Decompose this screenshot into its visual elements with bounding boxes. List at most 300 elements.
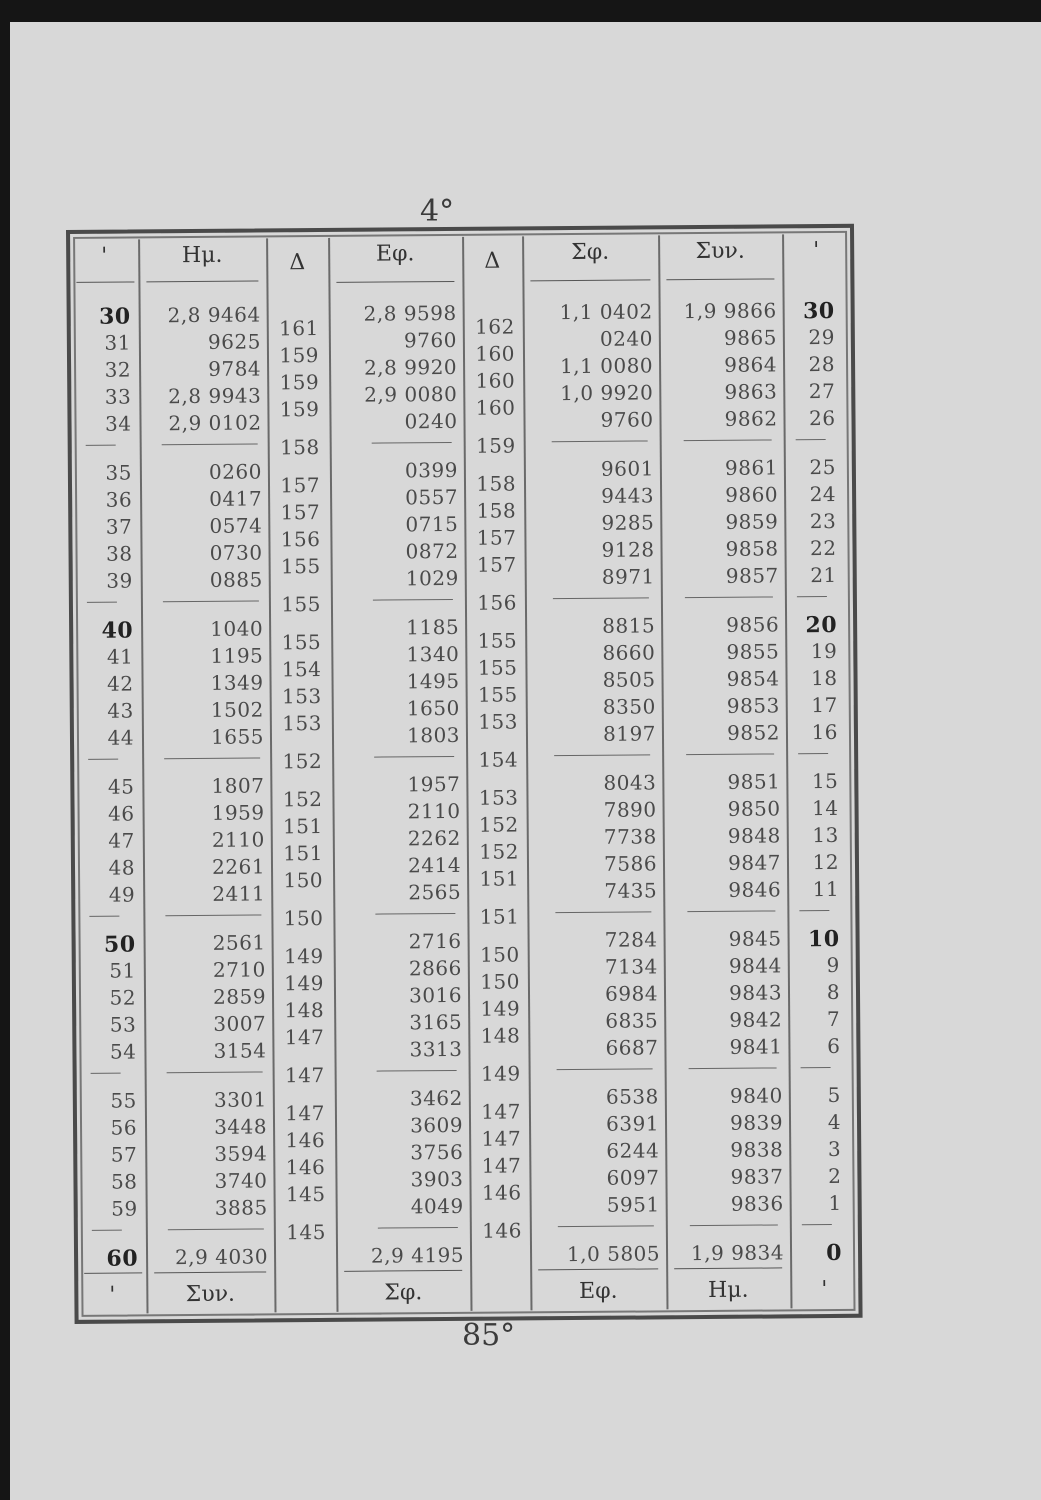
group-separator <box>553 597 649 599</box>
footer-cotangent: Σφ. <box>384 1280 423 1306</box>
cosine-value: 9844 <box>728 953 782 978</box>
cosine-value: 9863 <box>724 379 778 404</box>
sine-value: 3007 <box>213 1011 267 1036</box>
tangent-value: 3903 <box>410 1166 464 1192</box>
cotangent-value: 7435 <box>604 878 658 903</box>
header-minutes-left: ' <box>101 243 108 269</box>
sine-delta: 149 <box>283 943 324 969</box>
cosine-value: 9861 <box>724 455 778 480</box>
tangent-delta: 149 <box>480 996 521 1021</box>
tangent-delta: 146 <box>481 1180 522 1205</box>
tangent-delta: 146 <box>482 1218 522 1243</box>
group-separator <box>801 1067 831 1068</box>
minute-left: 32 <box>104 357 132 382</box>
sine-delta: 155 <box>281 592 322 617</box>
sine-value: 2,9 4030 <box>174 1244 269 1270</box>
cotangent-value: 8971 <box>601 564 655 589</box>
tangent-value: 1650 <box>406 695 460 721</box>
group-separator <box>802 1224 832 1225</box>
sine-value: 0574 <box>209 513 263 538</box>
tangent-delta: 160 <box>475 395 516 420</box>
group-separator <box>163 600 259 602</box>
minute-left: 55 <box>110 1088 137 1113</box>
minute-right: 13 <box>812 822 839 848</box>
minute-right: 11 <box>812 876 840 902</box>
sine-delta: 146 <box>285 1127 326 1153</box>
minute-left: 40 <box>101 617 134 644</box>
cotangent-value: 6835 <box>605 1008 659 1033</box>
sine-delta: 161 <box>278 316 319 341</box>
sine-delta: 152 <box>282 749 323 774</box>
tangent-delta: 158 <box>476 498 517 523</box>
group-separator <box>557 1068 653 1070</box>
minute-left: 53 <box>109 1012 137 1037</box>
minute-left: 41 <box>106 644 134 669</box>
group-separator <box>690 1224 778 1226</box>
sine-value: 2411 <box>212 881 266 906</box>
minute-left: 49 <box>108 882 136 907</box>
sine-delta: 157 <box>280 500 321 525</box>
sine-value: 1655 <box>210 724 265 749</box>
tangent-delta: 147 <box>481 1126 522 1151</box>
sine-value: 1502 <box>210 697 264 722</box>
cosine-value: 9843 <box>729 980 783 1005</box>
group-separator <box>372 442 452 444</box>
log-trig-table <box>66 224 863 1324</box>
group-separator <box>552 440 648 442</box>
cotangent-value: 6097 <box>606 1165 660 1190</box>
minute-right: 30 <box>802 297 835 325</box>
group-separator <box>92 1230 122 1231</box>
sine-value: 3301 <box>213 1087 267 1112</box>
tangent-value: 3313 <box>409 1036 463 1062</box>
group-separator <box>554 754 650 756</box>
minute-left: 51 <box>109 958 136 983</box>
cosine-value: 9860 <box>725 482 779 507</box>
tangent-value: 1957 <box>407 771 461 797</box>
tangent-delta: 156 <box>477 590 518 615</box>
sine-value: 2,9 0102 <box>168 410 262 436</box>
group-separator <box>797 596 827 597</box>
tangent-delta: 154 <box>478 747 519 772</box>
footer-cosine: Συν. <box>185 1281 236 1308</box>
cosine-value: 9864 <box>724 352 778 377</box>
tangent-value: 3609 <box>410 1112 464 1138</box>
cosine-value: 9852 <box>726 720 781 745</box>
sine-value: 0260 <box>208 459 262 484</box>
tangent-value: 1495 <box>406 668 460 694</box>
header-delta-tangent: Δ <box>484 248 501 274</box>
group-separator <box>378 1227 458 1229</box>
sine-value: 3154 <box>213 1038 267 1063</box>
group-separator <box>687 910 775 912</box>
group-separator <box>689 1067 777 1069</box>
cosine-value: 9862 <box>724 406 778 431</box>
cosine-value: 9856 <box>726 612 780 637</box>
tangent-delta: 155 <box>477 655 518 680</box>
tangent-delta: 150 <box>479 942 520 967</box>
minute-right: 10 <box>807 925 840 953</box>
tangent-delta: 148 <box>480 1023 521 1048</box>
footer-rule <box>344 1270 462 1272</box>
tangent-value: 3165 <box>409 1009 463 1035</box>
tangent-value: 1185 <box>406 614 460 640</box>
sine-delta: 151 <box>282 814 323 839</box>
header-rule <box>76 281 134 282</box>
footer-sine: Ημ. <box>708 1277 749 1303</box>
minute-right: 17 <box>811 692 838 718</box>
minute-left: 36 <box>105 487 133 512</box>
group-separator <box>374 756 454 758</box>
cosine-value: 9840 <box>729 1083 783 1108</box>
sine-value: 2710 <box>212 957 266 982</box>
tangent-delta: 151 <box>479 866 520 891</box>
sine-delta: 152 <box>282 787 323 812</box>
minute-left: 35 <box>105 460 133 485</box>
cotangent-value: 6391 <box>606 1111 660 1136</box>
minute-right: 4 <box>827 1109 842 1135</box>
group-separator <box>799 910 829 911</box>
sine-delta: 153 <box>281 684 322 709</box>
sine-value: 0885 <box>209 567 263 592</box>
sine-value: 2261 <box>212 854 266 879</box>
minute-left: 57 <box>110 1142 138 1167</box>
sine-delta: 145 <box>286 1219 326 1245</box>
tangent-delta: 155 <box>477 682 518 707</box>
group-separator <box>684 439 772 441</box>
header-sine: Ημ. <box>181 242 223 269</box>
header-minutes-right: ' <box>813 238 820 264</box>
header-rule <box>666 278 774 280</box>
group-separator <box>375 913 455 915</box>
minute-right: 7 <box>826 1006 841 1032</box>
sine-value: 0730 <box>209 540 263 565</box>
minute-right: 20 <box>805 611 838 639</box>
minute-left: 47 <box>108 828 135 853</box>
sine-delta: 151 <box>283 841 323 866</box>
tangent-delta: 151 <box>479 904 520 929</box>
cosine-value: 1,9 9834 <box>690 1240 785 1266</box>
minute-right: 29 <box>808 324 835 350</box>
minute-left: 58 <box>110 1169 138 1194</box>
minute-right: 26 <box>808 405 836 431</box>
footer-minutes-right: ' <box>821 1277 828 1303</box>
tangent-delta: 160 <box>475 368 516 393</box>
cotangent-value: 1,1 0080 <box>559 353 654 379</box>
group-separator <box>686 753 774 755</box>
sine-delta: 153 <box>282 711 322 736</box>
tangent-delta: 147 <box>481 1099 522 1124</box>
cotangent-value: 9760 <box>600 407 654 432</box>
group-separator <box>88 759 118 760</box>
tangent-value: 2565 <box>408 879 462 905</box>
sine-delta: 158 <box>279 435 320 460</box>
tangent-value: 1340 <box>406 641 460 667</box>
minute-right: 1 <box>828 1190 842 1216</box>
cosine-value: 9846 <box>728 877 782 902</box>
sine-delta: 145 <box>285 1181 326 1207</box>
tangent-value: 0715 <box>405 511 459 537</box>
group-separator <box>89 916 119 917</box>
group-separator <box>167 1071 263 1073</box>
tangent-delta: 160 <box>475 341 516 366</box>
footer-rule <box>674 1267 782 1269</box>
cosine-value: 9841 <box>729 1034 783 1059</box>
minute-left: 42 <box>107 671 134 696</box>
tangent-delta: 155 <box>477 628 518 653</box>
sine-delta: 147 <box>284 1062 325 1088</box>
sine-delta: 159 <box>279 343 320 368</box>
cotangent-value: 6538 <box>605 1084 659 1109</box>
sine-value: 1959 <box>211 800 265 825</box>
sine-value: 0417 <box>209 486 263 511</box>
sine-delta: 150 <box>283 905 324 931</box>
cotangent-value: 8505 <box>602 667 656 692</box>
header-delta-sine: Δ <box>289 250 306 276</box>
tangent-delta: 157 <box>476 525 517 550</box>
cosine-value: 9836 <box>730 1191 784 1216</box>
sine-delta: 157 <box>280 473 321 498</box>
cosine-value: 9858 <box>725 536 779 561</box>
cotangent-value: 9285 <box>601 510 655 535</box>
tangent-delta: 157 <box>476 552 517 577</box>
group-separator <box>796 439 826 440</box>
tangent-value: 0240 <box>404 408 458 434</box>
tangent-value: 3016 <box>409 982 463 1008</box>
minute-right: 27 <box>808 378 836 404</box>
cosine-value: 9851 <box>727 769 781 794</box>
group-separator <box>86 445 116 446</box>
group-separator <box>168 1228 264 1230</box>
minute-right: 8 <box>826 979 841 1005</box>
minute-left: 59 <box>111 1196 138 1221</box>
cosine-value: 9859 <box>725 509 779 534</box>
sine-value: 9784 <box>208 356 262 381</box>
cotangent-value: 9601 <box>600 456 654 481</box>
sine-value: 3594 <box>214 1141 268 1166</box>
cotangent-value: 8043 <box>603 770 657 795</box>
sine-delta: 156 <box>280 527 321 552</box>
header-cosine: Συν. <box>695 238 745 265</box>
minute-left: 50 <box>103 931 136 958</box>
minute-right: 21 <box>810 562 837 588</box>
sine-value: 1195 <box>210 643 264 668</box>
minute-left: 30 <box>98 303 131 330</box>
sine-value: 1807 <box>211 773 265 798</box>
minute-right: 6 <box>827 1033 841 1059</box>
minute-right: 9 <box>826 952 840 978</box>
cotangent-value: 8660 <box>602 640 656 665</box>
footer-rule <box>154 1271 266 1273</box>
sine-delta: 155 <box>280 554 321 579</box>
minute-left: 39 <box>106 568 133 593</box>
sine-value: 3740 <box>214 1168 268 1193</box>
tangent-delta: 149 <box>480 1061 521 1086</box>
header-rule <box>530 279 650 281</box>
minute-right: 0 <box>826 1239 843 1267</box>
group-separator <box>165 914 261 916</box>
minute-right: 14 <box>812 795 839 821</box>
header-cotangent: Σφ. <box>571 239 610 266</box>
cosine-value: 9855 <box>726 639 780 664</box>
sine-delta: 154 <box>281 657 322 682</box>
group-separator <box>555 911 651 913</box>
group-separator <box>377 1070 457 1072</box>
sine-value: 1349 <box>210 670 264 695</box>
sine-value: 2859 <box>213 984 267 1009</box>
minute-left: 56 <box>110 1115 138 1140</box>
cotangent-value: 7134 <box>604 954 658 979</box>
footer-minutes-left: ' <box>109 1282 116 1308</box>
minute-left: 37 <box>105 514 133 539</box>
cotangent-value: 5951 <box>606 1192 660 1217</box>
cotangent-value: 7284 <box>604 927 658 952</box>
cosine-value: 9842 <box>729 1007 783 1032</box>
tangent-delta: 152 <box>478 812 519 837</box>
minute-left: 54 <box>109 1039 137 1064</box>
sine-delta: 147 <box>284 1024 325 1050</box>
minute-left: 46 <box>108 801 135 826</box>
tangent-delta: 147 <box>481 1153 522 1178</box>
sine-value: 2561 <box>212 930 266 955</box>
footer-rule <box>84 1272 142 1273</box>
tangent-value: 0557 <box>405 484 459 510</box>
cosine-value: 9853 <box>726 693 780 718</box>
minute-left: 44 <box>107 725 135 750</box>
cotangent-value: 9443 <box>601 483 655 508</box>
tangent-delta: 159 <box>475 433 516 458</box>
cosine-value: 9865 <box>723 325 777 350</box>
tangent-value: 2,8 9598 <box>363 300 457 326</box>
tangent-value: 2866 <box>408 955 462 981</box>
cosine-value: 9839 <box>730 1110 784 1135</box>
minute-left: 52 <box>109 985 137 1010</box>
tangent-value: 2,9 4195 <box>370 1242 465 1268</box>
tangent-delta: 153 <box>478 785 519 810</box>
sine-value: 1040 <box>210 616 264 641</box>
cotangent-value: 8197 <box>602 721 657 746</box>
sine-value: 9625 <box>207 329 261 354</box>
minute-left: 43 <box>107 698 134 723</box>
minute-right: 18 <box>810 665 838 691</box>
minute-right: 12 <box>812 849 840 875</box>
cotangent-value: 1,0 5805 <box>566 1241 661 1267</box>
cotangent-value: 6687 <box>605 1035 659 1060</box>
cotangent-value: 1,1 0402 <box>559 299 653 325</box>
cotangent-value: 7890 <box>603 797 657 822</box>
cotangent-value: 1,0 9920 <box>560 380 654 406</box>
cosine-value: 9857 <box>725 563 779 588</box>
cotangent-value: 9128 <box>601 537 655 562</box>
cosine-value: 9847 <box>727 850 782 875</box>
minute-left: 45 <box>107 774 135 799</box>
minute-left: 48 <box>108 855 136 880</box>
cotangent-value: 6244 <box>606 1138 660 1163</box>
sine-delta: 150 <box>283 868 324 893</box>
minute-right: 22 <box>809 535 837 561</box>
cotangent-value: 8815 <box>602 613 656 638</box>
sine-delta: 146 <box>285 1154 326 1180</box>
footer-rule <box>538 1268 658 1270</box>
cotangent-value: 6984 <box>605 981 659 1006</box>
footer-tangent: Εφ. <box>579 1278 618 1305</box>
header-rule <box>336 281 454 283</box>
tangent-value: 2716 <box>408 928 462 954</box>
group-separator <box>558 1225 654 1227</box>
minute-right: 24 <box>809 481 837 507</box>
sine-delta: 155 <box>281 630 322 655</box>
tangent-value: 2110 <box>407 798 461 824</box>
minute-left: 38 <box>105 541 133 566</box>
tangent-value: 1803 <box>406 722 461 748</box>
minute-left: 33 <box>104 384 132 409</box>
header-tangent: Εφ. <box>375 241 415 267</box>
header-rule <box>146 280 258 282</box>
tangent-value: 2262 <box>407 825 461 851</box>
tangent-value: 2414 <box>407 852 462 878</box>
minute-left: 34 <box>104 411 132 436</box>
group-separator <box>798 753 828 754</box>
minute-right: 2 <box>828 1163 842 1189</box>
minute-right: 23 <box>809 508 837 534</box>
sine-delta: 148 <box>284 997 325 1023</box>
tangent-value: 9760 <box>403 327 457 353</box>
cotangent-value: 7586 <box>603 851 658 876</box>
sine-value: 3448 <box>214 1114 268 1139</box>
minute-right: 19 <box>810 638 838 664</box>
tangent-delta: 158 <box>476 471 517 496</box>
sine-value: 2110 <box>211 827 265 852</box>
tangent-value: 4049 <box>410 1193 464 1219</box>
cotangent-value: 8350 <box>602 694 656 719</box>
cosine-value: 9854 <box>726 666 780 691</box>
tangent-value: 0399 <box>404 457 458 483</box>
group-separator <box>87 602 117 603</box>
cosine-value: 1,9 9866 <box>683 298 777 324</box>
minute-right: 5 <box>827 1082 841 1108</box>
tangent-value: 2,9 0080 <box>364 381 458 407</box>
group-separator <box>164 757 260 759</box>
sine-delta: 147 <box>285 1100 326 1126</box>
sine-value: 2,8 9464 <box>167 302 261 328</box>
sine-delta: 159 <box>279 370 320 395</box>
tangent-value: 3462 <box>409 1085 463 1111</box>
cosine-value: 9848 <box>727 823 781 848</box>
tangent-value: 2,8 9920 <box>363 354 458 380</box>
cosine-value: 9837 <box>730 1164 784 1189</box>
cotangent-value: 0240 <box>599 326 653 351</box>
group-separator <box>162 444 258 446</box>
cotangent-value: 7738 <box>603 824 657 849</box>
tangent-delta: 150 <box>480 969 521 994</box>
cosine-value: 9845 <box>728 926 782 951</box>
page-degree-footer: 85° <box>462 1318 516 1353</box>
tangent-value: 0872 <box>405 538 459 564</box>
sine-value: 2,8 9943 <box>168 383 262 409</box>
minute-right: 16 <box>811 719 839 745</box>
tangent-value: 1029 <box>405 565 459 591</box>
minute-right: 3 <box>827 1136 842 1162</box>
cosine-value: 9838 <box>730 1137 784 1162</box>
sine-delta: 149 <box>284 970 325 996</box>
cosine-value: 9850 <box>727 796 781 821</box>
tangent-delta: 152 <box>479 839 519 864</box>
minute-right: 15 <box>811 768 839 794</box>
sine-delta: 159 <box>279 397 320 422</box>
tangent-delta: 162 <box>474 314 515 339</box>
minute-left: 31 <box>104 330 131 355</box>
minute-left: 60 <box>106 1245 139 1272</box>
